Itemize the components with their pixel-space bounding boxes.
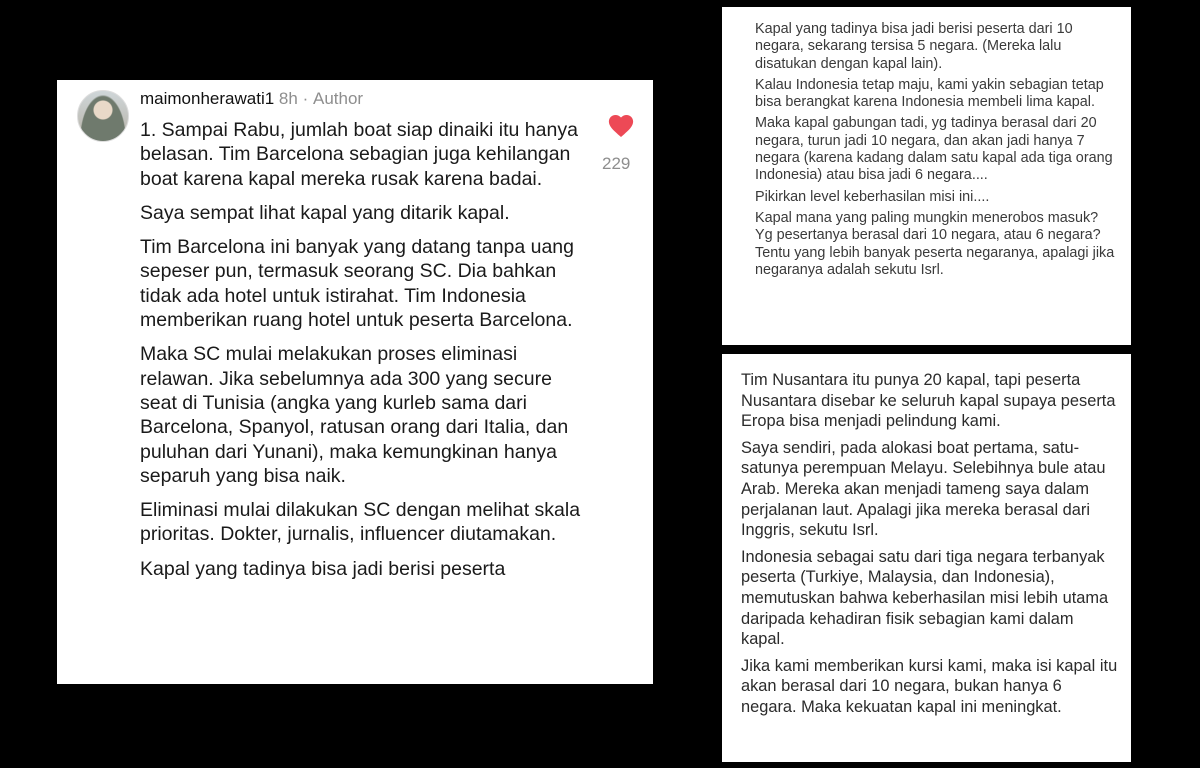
continuation-panel-bottom [722,354,1131,762]
comment-time: 8h [278,89,298,108]
comment-paragraph: 1. Sampai Rabu, jumlah boat siap dinaiki itu hanya belasan. Tim Barcelona sebagian juga kehilangan boat karena kapal mereka rusak karena badai. [140,119,578,190]
continuation-text [741,370,1121,724]
continuation-paragraph: Maka kapal gabungan tadi, yg tadinya berasal dari 20 negara, turun jadi 10 negara, dan akan jadi hanya 7 negara (karena kadang dalam satu kapal ada tiga orang Indonesia) atau bisa jadi 6 negara.... [755,115,1113,184]
comment-paragraph: Saya sempat lihat kapal yang ditarik kapal. [140,201,510,224]
meta-separator: · [302,89,309,108]
continuation-paragraph: Kalau Indonesia tetap maju, kami yakin sebagian tetap bisa berangkat karena Indonesia membeli lima kapal. [755,76,1104,111]
comment-header [140,89,363,109]
comment-paragraph: Maka SC mulai melakukan proses eliminasi relawan. Jika sebelumnya ada 300 yang secure seat di Tunisia (angka yang kurleb sama dari Barcelona, Spanyol, ratusan orang dari Italia, dan puluhan dari Yunani), maka kemungkinan hanya separuh yang bisa naik. [140,343,569,487]
continuation-text [755,21,1115,283]
comment-text [140,118,585,591]
continuation-paragraph: Saya sendiri, pada alokasi boat pertama, satu-satunya perempuan Melayu. Selebihnya bule atau Arab. Mereka akan menjadi tameng saya dalam perjalanan laut. Apalagi jika mereka berasal dari Inggris, sekutu Isrl. [741,438,1106,540]
heart-icon[interactable] [608,114,634,138]
comment-panel [57,80,653,684]
comment-paragraph: Kapal yang tadinya bisa jadi berisi peserta [140,557,506,580]
like-count[interactable]: 229 [602,154,631,173]
continuation-paragraph: Kapal mana yang paling mungkin menerobos masuk? Yg pesertanya berasal dari 10 negara, atau 6 negara? Tentu yang lebih banyak peserta negaranya, apalagi jika negaranya adalah sekutu Isrl. [755,209,1115,278]
continuation-paragraph: Pikirkan level keberhasilan misi ini.... [755,188,990,205]
continuation-paragraph: Indonesia sebagai satu dari tiga negara terbanyak peserta (Turkiye, Malaysia, dan Indonesia), memutuskan bahwa keberhasilan misi lebih utama daripada kehadiran fisik sebagian kami dalam kapal. [741,547,1109,649]
continuation-paragraph: Tim Nusantara itu punya 20 kapal, tapi peserta Nusantara disebar ke seluruh kapal supaya peserta Eropa bisa menjadi pelindung kami. [741,371,1116,431]
comment-paragraph: Tim Barcelona ini banyak yang datang tanpa uang sepeser pun, termasuk seorang SC. Dia bahkan tidak ada hotel untuk istirahat. Tim Indonesia memberikan ruang hotel untuk peserta Barcelona. [140,236,574,332]
comment-paragraph: Eliminasi mulai dilakukan SC dengan melihat skala prioritas. Dokter, jurnalis, influencer diutamakan. [140,499,581,546]
continuation-paragraph: Jika kami memberikan kursi kami, maka isi kapal itu akan berasal dari 10 negara, bukan hanya 6 negara. Maka kekuatan kapal ini meningkat. [741,656,1118,716]
author-badge: Author [312,89,364,108]
continuation-panel-top [722,7,1131,345]
continuation-paragraph: Kapal yang tadinya bisa jadi berisi peserta dari 10 negara, sekarang tersisa 5 negara. (Mereka lalu disatukan dengan kapal lain). [755,21,1073,72]
avatar[interactable] [77,90,129,142]
username-link[interactable]: maimonherawati1 [140,89,275,108]
